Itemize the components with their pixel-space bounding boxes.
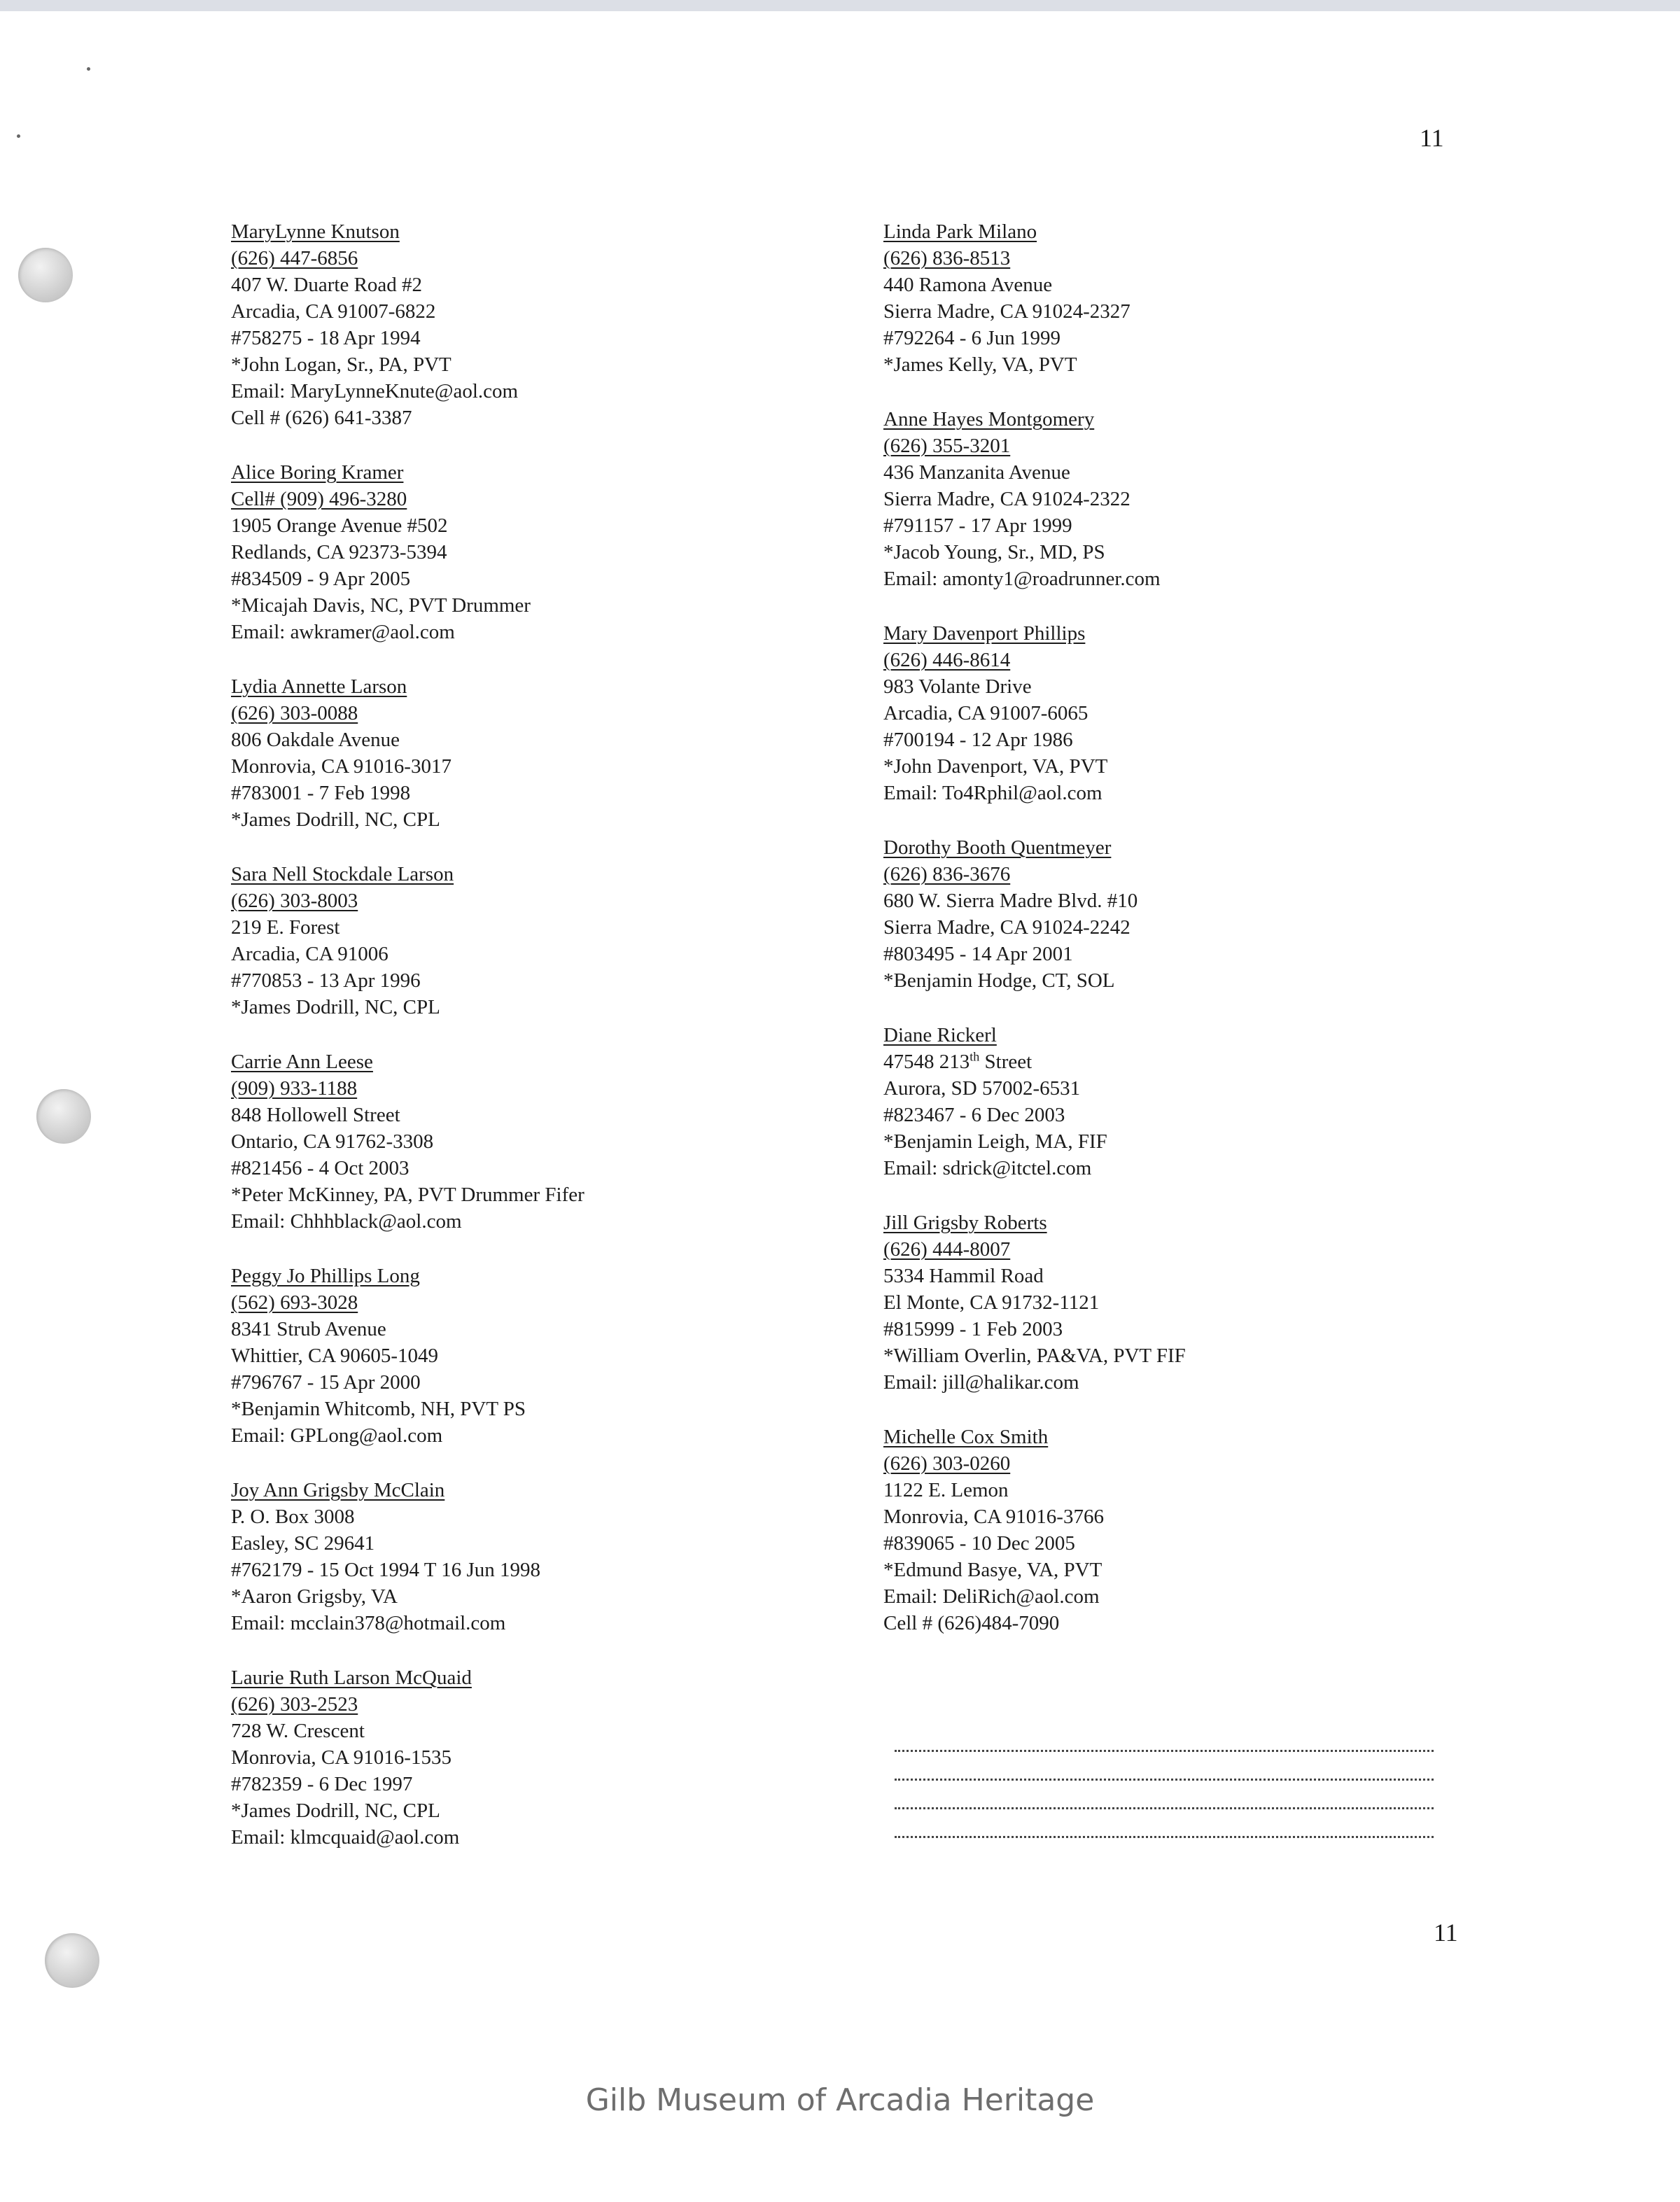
member-detail: *Benjamin Hodge, CT, SOL — [883, 969, 1115, 992]
binder-hole — [45, 1933, 99, 1988]
member-detail: *Peter McKinney, PA, PVT Drummer Fifer — [231, 1184, 584, 1206]
member-phone: (626) 444-8007 — [883, 1238, 1011, 1261]
member-detail: P. O. Box 3008 — [231, 1506, 355, 1528]
directory-entry — [231, 673, 931, 833]
member-detail: Email: Chhhblack@aol.com — [231, 1210, 462, 1233]
member-name: Diane Rickerl — [883, 1024, 997, 1046]
member-detail: 436 Manzanita Avenue — [883, 461, 1070, 484]
member-detail: 8341 Strub Avenue — [231, 1318, 386, 1340]
member-detail: Email: mcclain378@hotmail.com — [231, 1612, 506, 1634]
member-detail: #770853 - 13 Apr 1996 — [231, 969, 421, 992]
member-detail: Easley, SC 29641 — [231, 1532, 375, 1555]
member-detail: Cell # (626)484-7090 — [883, 1612, 1060, 1634]
member-detail: Whittier, CA 90605-1049 — [231, 1345, 439, 1367]
scan-speck — [87, 67, 90, 71]
member-phone: (626) 836-8513 — [883, 247, 1011, 269]
member-detail: Arcadia, CA 91007-6822 — [231, 300, 436, 323]
member-name: Joy Ann Grigsby McClain — [231, 1479, 445, 1501]
member-detail: 47548 213th Street — [883, 1049, 1032, 1073]
member-detail: 440 Ramona Avenue — [883, 274, 1053, 296]
member-detail: Sierra Madre, CA 91024-2327 — [883, 300, 1130, 323]
directory-entry — [231, 218, 931, 431]
blank-line — [895, 1809, 1434, 1838]
member-name: Carrie Ann Leese — [231, 1051, 373, 1073]
member-detail: Arcadia, CA 91007-6065 — [883, 702, 1088, 724]
member-detail: #762179 - 15 Oct 1994 T 16 Jun 1998 — [231, 1559, 540, 1581]
member-name: Michelle Cox Smith — [883, 1426, 1049, 1448]
member-detail: Monrovia, CA 91016-3017 — [231, 755, 451, 778]
member-detail: 219 E. Forest — [231, 916, 340, 939]
directory-entry — [231, 1664, 931, 1851]
member-detail: *Jacob Young, Sr., MD, PS — [883, 541, 1105, 563]
member-detail: *James Dodrill, NC, CPL — [231, 808, 440, 831]
directory-entry — [231, 861, 931, 1021]
directory-entry — [883, 406, 1583, 592]
member-detail: *Benjamin Whitcomb, NH, PVT PS — [231, 1398, 526, 1420]
member-name: Laurie Ruth Larson McQuaid — [231, 1667, 472, 1689]
member-detail: Email: awkramer@aol.com — [231, 621, 455, 643]
member-detail: El Monte, CA 91732-1121 — [883, 1291, 1100, 1314]
member-detail: Sierra Madre, CA 91024-2242 — [883, 916, 1130, 939]
member-detail: #821456 - 4 Oct 2003 — [231, 1157, 410, 1179]
member-name: Jill Grigsby Roberts — [883, 1212, 1047, 1234]
member-detail: #834509 - 9 Apr 2005 — [231, 568, 411, 590]
member-name: Linda Park Milano — [883, 220, 1037, 243]
member-detail: *Edmund Basye, VA, PVT — [883, 1559, 1102, 1581]
member-name: Mary Davenport Phillips — [883, 622, 1086, 645]
member-detail: 1122 E. Lemon — [883, 1479, 1009, 1501]
member-name: Alice Boring Kramer — [231, 461, 404, 484]
member-phone: Cell# (909) 496-3280 — [231, 488, 407, 510]
member-detail: Email: MaryLynneKnute@aol.com — [231, 380, 519, 402]
member-phone: (626) 355-3201 — [883, 435, 1011, 457]
member-detail: 983 Volante Drive — [883, 675, 1032, 698]
member-detail: Email: klmcquaid@aol.com — [231, 1826, 460, 1849]
member-detail: *Benjamin Leigh, MA, FIF — [883, 1130, 1107, 1153]
directory-entry — [231, 1263, 931, 1449]
directory-entry — [231, 1049, 931, 1235]
directory-column-right — [883, 218, 1583, 1664]
member-detail: #823467 - 6 Dec 2003 — [883, 1104, 1065, 1126]
blank-line — [895, 1781, 1434, 1809]
member-detail: *John Logan, Sr., PA, PVT — [231, 353, 451, 376]
member-phone: (626) 303-0088 — [231, 702, 358, 724]
member-detail: #792264 - 6 Jun 1999 — [883, 327, 1060, 349]
member-detail: #700194 - 12 Apr 1986 — [883, 729, 1073, 751]
member-detail: *James Dodrill, NC, CPL — [231, 996, 440, 1018]
directory-entry — [883, 1022, 1583, 1181]
member-detail: #839065 - 10 Dec 2005 — [883, 1532, 1075, 1555]
page-number-bottom: 11 — [1434, 1919, 1458, 1947]
member-name: MaryLynne Knutson — [231, 220, 400, 243]
member-phone: (626) 446-8614 — [883, 649, 1011, 671]
member-detail: *John Davenport, VA, PVT — [883, 755, 1108, 778]
member-detail: Ontario, CA 91762-3308 — [231, 1130, 434, 1153]
directory-entry — [883, 1209, 1583, 1396]
blank-line — [895, 1752, 1434, 1781]
directory-column-left — [231, 218, 931, 1879]
member-detail: 680 W. Sierra Madre Blvd. #10 — [883, 890, 1138, 912]
member-detail: Email: jill@halikar.com — [883, 1371, 1079, 1394]
scan-top-edge — [0, 0, 1680, 11]
binder-hole — [36, 1089, 91, 1144]
member-detail: Redlands, CA 92373-5394 — [231, 541, 447, 563]
member-detail: #791157 - 17 Apr 1999 — [883, 514, 1072, 537]
directory-entry — [883, 218, 1583, 378]
member-detail: 806 Oakdale Avenue — [231, 729, 400, 751]
member-name: Lydia Annette Larson — [231, 675, 407, 698]
member-detail: Email: GPLong@aol.com — [231, 1424, 443, 1447]
member-detail: #796767 - 15 Apr 2000 — [231, 1371, 421, 1394]
member-detail: *Aaron Grigsby, VA — [231, 1585, 398, 1608]
member-detail: Sierra Madre, CA 91024-2322 — [883, 488, 1130, 510]
member-detail: 1905 Orange Avenue #502 — [231, 514, 448, 537]
member-detail: 5334 Hammil Road — [883, 1265, 1044, 1287]
member-detail: *William Overlin, PA&VA, PVT FIF — [883, 1345, 1186, 1367]
member-detail: Email: To4Rphil@aol.com — [883, 782, 1102, 804]
member-phone: (626) 447-6856 — [231, 247, 358, 269]
binder-hole — [18, 248, 73, 302]
member-detail: #758275 - 18 Apr 1994 — [231, 327, 421, 349]
member-detail: Monrovia, CA 91016-3766 — [883, 1506, 1104, 1528]
member-detail: 728 W. Crescent — [231, 1720, 365, 1742]
member-detail: Cell # (626) 641-3387 — [231, 407, 412, 429]
member-detail: #815999 - 1 Feb 2003 — [883, 1318, 1063, 1340]
member-detail: Email: DeliRich@aol.com — [883, 1585, 1100, 1608]
member-detail: Email: amonty1@roadrunner.com — [883, 568, 1161, 590]
member-name: Anne Hayes Montgomery — [883, 408, 1095, 430]
footer-watermark: Gilb Museum of Arcadia Heritage — [585, 2082, 1095, 2118]
directory-entry — [231, 459, 931, 645]
member-detail: 848 Hollowell Street — [231, 1104, 400, 1126]
member-phone: (626) 303-2523 — [231, 1693, 358, 1716]
directory-entry — [231, 1477, 931, 1636]
member-detail: 407 W. Duarte Road #2 — [231, 274, 423, 296]
member-detail: *Micajah Davis, NC, PVT Drummer — [231, 594, 531, 617]
member-phone: (626) 303-0260 — [883, 1452, 1011, 1475]
member-detail: #782359 - 6 Dec 1997 — [231, 1773, 413, 1795]
member-detail: Aurora, SD 57002-6531 — [883, 1077, 1081, 1100]
member-name: Sara Nell Stockdale Larson — [231, 863, 454, 885]
member-detail: *James Kelly, VA, PVT — [883, 353, 1077, 376]
directory-entry — [883, 620, 1583, 806]
member-phone: (626) 836-3676 — [883, 863, 1011, 885]
member-phone: (626) 303-8003 — [231, 890, 358, 912]
member-phone: (562) 693-3028 — [231, 1291, 358, 1314]
member-detail: #803495 - 14 Apr 2001 — [883, 943, 1073, 965]
member-name: Peggy Jo Phillips Long — [231, 1265, 420, 1287]
member-detail: #783001 - 7 Feb 1998 — [231, 782, 411, 804]
member-detail: Monrovia, CA 91016-1535 — [231, 1746, 451, 1769]
directory-entry — [883, 1424, 1583, 1636]
blank-entry-lines — [895, 1723, 1434, 1838]
directory-entry — [883, 834, 1583, 994]
member-phone: (909) 933-1188 — [231, 1077, 358, 1100]
page-number-top: 11 — [1420, 124, 1444, 152]
blank-line — [895, 1723, 1434, 1752]
member-detail: Arcadia, CA 91006 — [231, 943, 388, 965]
member-detail: *James Dodrill, NC, CPL — [231, 1800, 440, 1822]
member-detail: Email: sdrick@itctel.com — [883, 1157, 1092, 1179]
scan-speck — [17, 134, 20, 138]
member-name: Dorothy Booth Quentmeyer — [883, 836, 1112, 859]
